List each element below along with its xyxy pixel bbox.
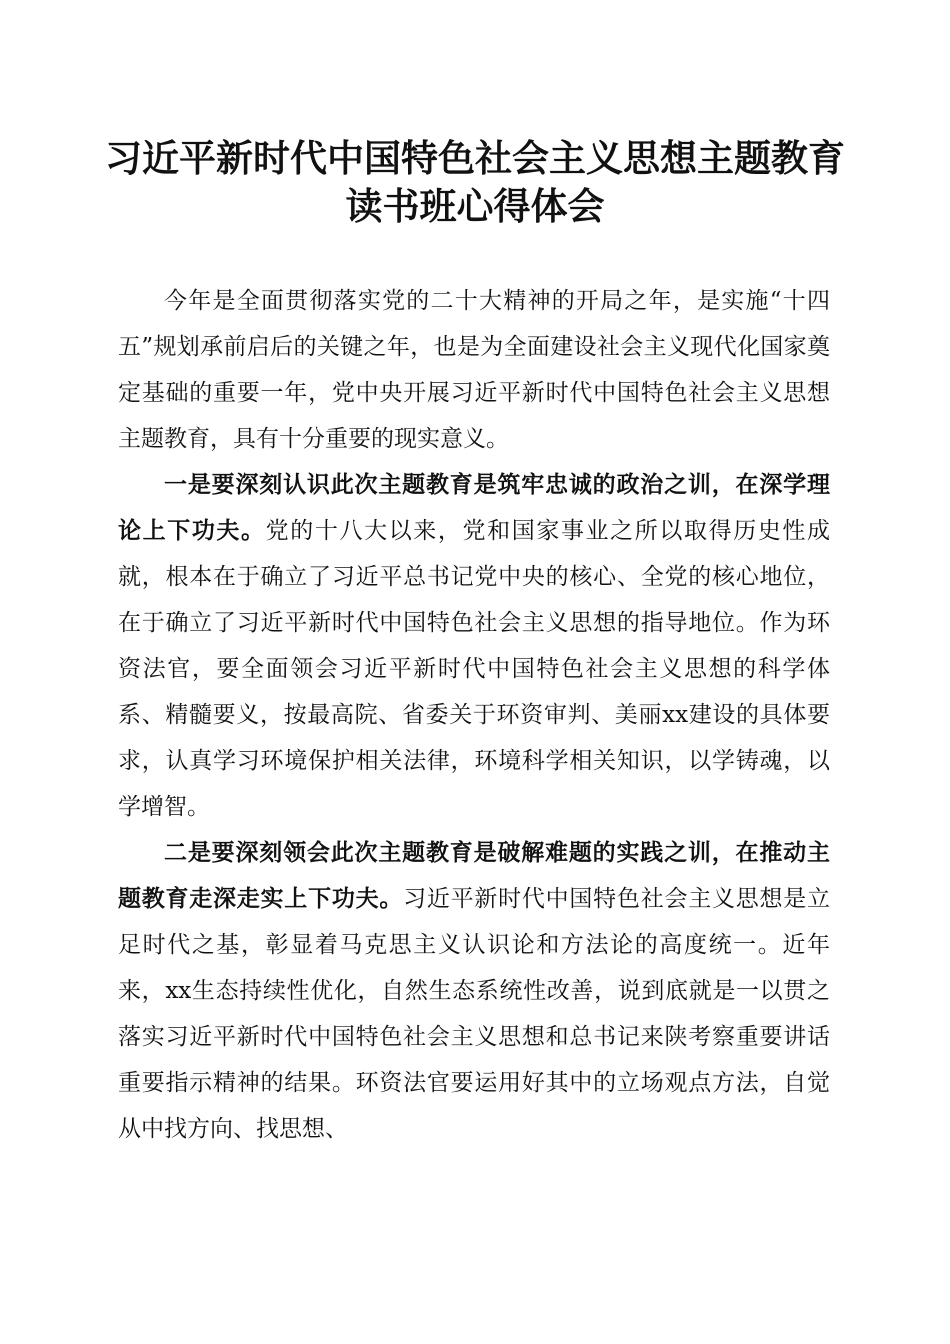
paragraph-text: 今年是全面贯彻落实党的二十大精神的开局之年，是实施“十四五”规划承前启后的关键之年，也是为全面建设社会主义现代化国家奠定基础的重要一年，党中央开展习近平新时代中国特色社会主义思想主题教育，具有十分重要的现实意义。 [118, 288, 830, 452]
document-body [118, 278, 830, 1152]
document-title-line-1: 习近平新时代中国特色社会主义思想主题教育 [105, 136, 845, 180]
paragraph-intro [118, 278, 830, 462]
paragraph-point-two [118, 830, 830, 1152]
paragraph-point-one [118, 462, 830, 830]
document-title-line-2: 读书班心得体会 [345, 184, 605, 228]
paragraph-lead: 一是要深刻认识此次主题教育是筑牢忠诚的政治之训，在深学理论上下功夫。 [118, 471, 830, 544]
paragraph-text: 党的十八大以来，党和国家事业之所以取得历史性成就，根本在于确立了习近平总书记党中央的核心、全党的核心地位，在于确立了习近平新时代中国特色社会主义思想的指导地位。作为环资法官，要全面领会习近平新时代中国特色社会主义思想的科学体系、精髓要义，按最高院、省委关于环资审判、美丽xx建设的具体要求，认真学习环境保护相关法律，环境科学相关知识，以学铸魂，以学增智。 [118, 518, 831, 820]
paragraph-lead: 二是要深刻领会此次主题教育是破解难题的实践之训，在推动主题教育走深走实上下功夫。 [118, 839, 830, 912]
paragraph-text: 习近平新时代中国特色社会主义思想是立足时代之基，彰显着马克思主义认识论和方法论的高度统一。近年来，xx生态持续性优化，自然生态系统性改善，说到底就是一以贯之落实习近平新时代中国特色社会主义思想和总书记来陕考察重要讲话重要指示精神的结果。环资法官要运用好其中的立场观点方法，自觉从中找方向、找思想、 [118, 886, 831, 1142]
